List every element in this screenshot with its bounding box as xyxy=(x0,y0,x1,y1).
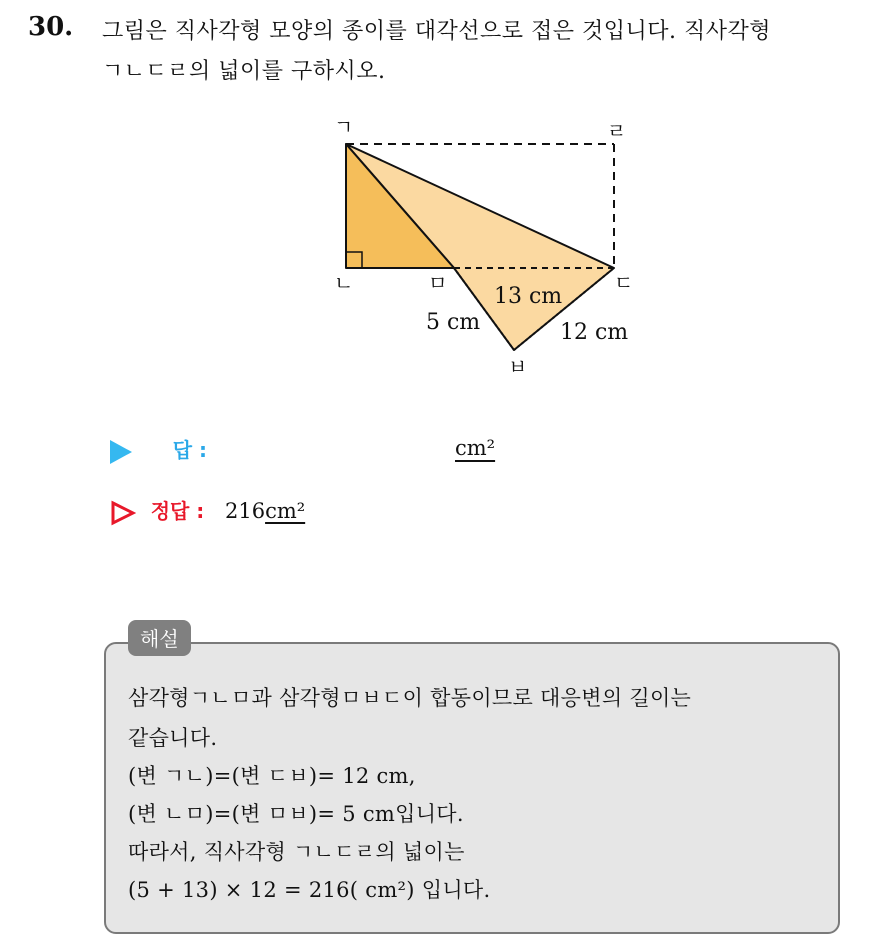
question-text-line-2: ㄱㄴㄷㄹ의 넓이를 구하시오. xyxy=(102,59,386,84)
answer-label: 답 : xyxy=(172,438,207,462)
label-d: ㄹ xyxy=(607,119,627,143)
solution-line-5: 따라서, 직사각형 ㄱㄴㄷㄹ의 넓이는 xyxy=(128,840,465,864)
answer-blank-unit: cm² xyxy=(455,436,496,460)
label-e: ㅁ xyxy=(428,271,448,295)
solution-line-1: 삼각형ㄱㄴㅁ과 삼각형ㅁㅂㄷ이 합동이므로 대응변의 길이는 xyxy=(128,686,692,710)
solution-line-6: (5 + 13) × 12 = 216( cm²) 입니다. xyxy=(128,878,491,902)
solution-tag: 해설 xyxy=(128,620,191,656)
solution-line-3: (변 ㄱㄴ)=(변 ㄷㅂ)= 12 cm, xyxy=(128,764,416,788)
red-outline-triangle-icon xyxy=(110,500,136,526)
length-em: 13 cm xyxy=(494,284,563,309)
folded-rectangle-figure xyxy=(300,110,660,380)
correct-answer-row xyxy=(110,495,305,526)
answer-row xyxy=(110,434,207,464)
label-a: ㄱ xyxy=(334,115,354,139)
length-fc: 12 cm xyxy=(560,320,629,345)
label-b: ㄴ xyxy=(334,271,354,295)
solution-line-2: 같습니다. xyxy=(128,726,218,750)
correct-answer-unit: cm² xyxy=(265,499,306,523)
question-number: 30. xyxy=(28,12,74,42)
blue-triangle-icon xyxy=(110,440,132,464)
question-text-line-1: 그림은 직사각형 모양의 종이를 대각선으로 접은 것입니다. 직사각형 xyxy=(102,19,772,44)
correct-answer-value: 216 xyxy=(224,499,266,523)
length-eb: 5 cm xyxy=(426,310,481,335)
solution-line-4: (변 ㄴㅁ)=(변 ㅁㅂ)= 5 cm입니다. xyxy=(128,802,464,826)
correct-answer-label: 정답 : xyxy=(150,499,205,523)
label-c: ㄷ xyxy=(614,271,634,295)
label-f: ㅂ xyxy=(508,355,528,379)
